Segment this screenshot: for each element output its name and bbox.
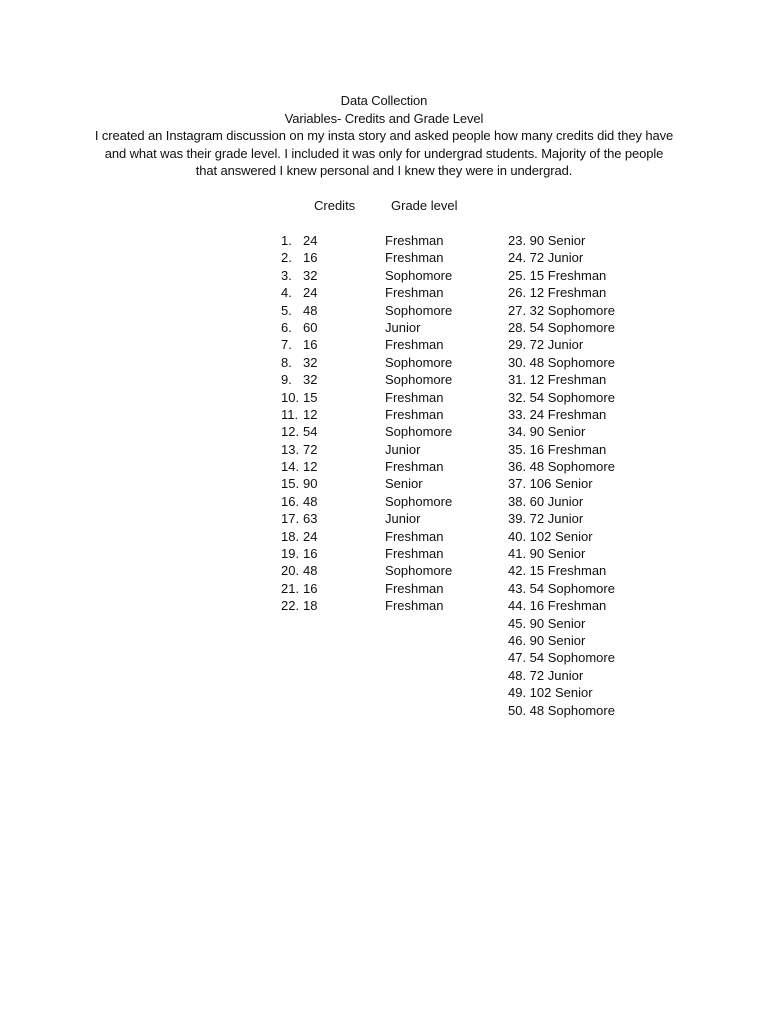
- row-grade-level: Freshman: [385, 406, 444, 422]
- row-entry: 40. 102 Senior: [508, 528, 593, 544]
- row-number: 10.: [281, 389, 300, 405]
- column-header-grade-level: Grade level: [391, 198, 458, 213]
- row-entry: 48. 72 Junior: [508, 667, 584, 683]
- response-row: [508, 354, 668, 371]
- response-row: [508, 232, 668, 249]
- response-row: [508, 475, 668, 492]
- row-entry: 29. 72 Junior: [508, 337, 584, 353]
- row-grade-level: Junior: [385, 319, 421, 335]
- row-credits: 48: [303, 493, 318, 509]
- row-number: 11.: [281, 406, 299, 422]
- row-credits: 32: [303, 372, 318, 388]
- row-grade-level: Freshman: [385, 337, 444, 353]
- row-grade-level: Sophomore: [385, 354, 453, 370]
- row-entry: 42. 15 Freshman: [508, 563, 607, 579]
- row-number: 13.: [281, 441, 300, 457]
- row-credits: 15: [303, 389, 318, 405]
- row-credits: 32: [303, 267, 318, 283]
- row-number: 9.: [281, 372, 292, 388]
- row-credits: 72: [303, 441, 318, 457]
- row-number: 6.: [281, 319, 292, 335]
- row-entry: 31. 12 Freshman: [508, 372, 607, 388]
- document-title: Data Collection: [340, 93, 428, 108]
- row-grade-level: Senior: [385, 476, 423, 492]
- response-row: [508, 684, 668, 701]
- row-entry: 49. 102 Senior: [508, 685, 593, 701]
- row-number: 18.: [281, 528, 300, 544]
- row-grade-level: Sophomore: [385, 302, 453, 318]
- row-number: 22.: [281, 598, 300, 614]
- row-credits: 16: [303, 580, 318, 596]
- response-row: [508, 302, 668, 319]
- row-number: 4.: [281, 285, 292, 301]
- response-row: [281, 267, 481, 284]
- row-entry: 27. 32 Sophomore: [508, 302, 615, 318]
- row-entry: 37. 106 Senior: [508, 476, 593, 492]
- response-row: [508, 545, 668, 562]
- row-grade-level: Freshman: [385, 598, 444, 614]
- row-grade-level: Freshman: [385, 528, 444, 544]
- response-row: [281, 336, 481, 353]
- row-grade-level: Freshman: [385, 546, 444, 562]
- row-entry: 36. 48 Sophomore: [508, 459, 615, 475]
- row-number: 15.: [281, 476, 300, 492]
- response-row: [508, 702, 668, 719]
- row-number: 16.: [281, 493, 300, 509]
- response-row: [508, 528, 668, 545]
- response-row: [281, 284, 481, 301]
- response-row: [508, 284, 668, 301]
- response-row: [281, 302, 481, 319]
- response-row: [508, 336, 668, 353]
- row-credits: 12: [303, 406, 318, 422]
- response-row: [508, 597, 668, 614]
- row-entry: 26. 12 Freshman: [508, 285, 607, 301]
- response-row: [508, 389, 668, 406]
- row-grade-level: Sophomore: [385, 493, 453, 509]
- row-credits: 24: [303, 528, 318, 544]
- responses-list-right: [508, 232, 668, 719]
- row-credits: 90: [303, 476, 318, 492]
- response-row: [508, 667, 668, 684]
- response-row: [281, 528, 481, 545]
- row-number: 17.: [281, 511, 300, 527]
- response-row: [281, 597, 481, 614]
- row-grade-level: Freshman: [385, 580, 444, 596]
- row-entry: 39. 72 Junior: [508, 511, 584, 527]
- response-row: [508, 406, 668, 423]
- row-number: 2.: [281, 250, 292, 266]
- row-grade-level: Junior: [385, 441, 421, 457]
- response-row: [281, 441, 481, 458]
- document-header: [84, 92, 684, 180]
- response-row: [281, 371, 481, 388]
- row-number: 5.: [281, 302, 292, 318]
- response-row: [281, 232, 481, 249]
- row-entry: 47. 54 Sophomore: [508, 650, 615, 666]
- response-row: [281, 423, 481, 440]
- row-number: 21.: [281, 580, 300, 596]
- response-row: [281, 389, 481, 406]
- response-row: [508, 615, 668, 632]
- response-row: [281, 354, 481, 371]
- response-row: [281, 249, 481, 266]
- row-credits: 16: [303, 250, 318, 266]
- row-entry: 44. 16 Freshman: [508, 598, 607, 614]
- row-credits: 24: [303, 233, 318, 248]
- description-line: that answered I knew personal and I knew they were in undergrad.: [195, 163, 573, 178]
- row-number: 3.: [281, 267, 292, 283]
- response-row: [281, 458, 481, 475]
- row-grade-level: Freshman: [385, 233, 444, 248]
- response-row: [508, 441, 668, 458]
- row-entry: 28. 54 Sophomore: [508, 319, 615, 335]
- row-grade-level: Sophomore: [385, 563, 453, 579]
- response-row: [281, 562, 481, 579]
- row-entry: 46. 90 Senior: [508, 632, 586, 648]
- row-credits: 24: [303, 285, 318, 301]
- row-entry: 34. 90 Senior: [508, 424, 586, 440]
- response-row: [281, 545, 481, 562]
- row-number: 1.: [281, 233, 292, 248]
- row-entry: 24. 72 Junior: [508, 250, 584, 266]
- row-credits: 32: [303, 354, 318, 370]
- row-credits: 63: [303, 511, 318, 527]
- row-entry: 41. 90 Senior: [508, 546, 586, 562]
- row-entry: 38. 60 Junior: [508, 493, 584, 509]
- responses-list-left: [281, 232, 481, 615]
- response-row: [508, 649, 668, 666]
- document-subtitle: Variables- Credits and Grade Level: [284, 110, 484, 126]
- row-credits: 18: [303, 598, 318, 614]
- row-grade-level: Freshman: [385, 459, 444, 475]
- row-entry: 25. 15 Freshman: [508, 267, 607, 283]
- row-number: 14.: [281, 459, 300, 475]
- response-row: [508, 249, 668, 266]
- row-credits: 48: [303, 302, 318, 318]
- response-row: [281, 319, 481, 336]
- description-line: and what was their grade level. I included it was only for undergrad students. Majority of the people: [104, 145, 664, 161]
- row-entry: 23. 90 Senior: [508, 233, 586, 248]
- row-grade-level: Sophomore: [385, 424, 453, 440]
- row-entry: 43. 54 Sophomore: [508, 580, 615, 596]
- row-number: 19.: [281, 546, 300, 562]
- response-row: [508, 510, 668, 527]
- response-row: [508, 580, 668, 597]
- row-grade-level: Freshman: [385, 285, 444, 301]
- row-entry: 33. 24 Freshman: [508, 406, 607, 422]
- row-credits: 12: [303, 459, 318, 475]
- row-number: 12.: [281, 424, 300, 440]
- response-row: [281, 580, 481, 597]
- row-grade-level: Freshman: [385, 389, 444, 405]
- response-row: [508, 267, 668, 284]
- row-credits: 54: [303, 424, 318, 440]
- row-number: 7.: [281, 337, 292, 353]
- response-row: [281, 406, 481, 423]
- row-grade-level: Junior: [385, 511, 421, 527]
- response-row: [508, 493, 668, 510]
- row-number: 20.: [281, 563, 300, 579]
- row-grade-level: Sophomore: [385, 372, 453, 388]
- row-entry: 35. 16 Freshman: [508, 441, 607, 457]
- response-row: [281, 475, 481, 492]
- response-row: [508, 371, 668, 388]
- row-entry: 30. 48 Sophomore: [508, 354, 615, 370]
- response-row: [508, 458, 668, 475]
- column-header-credits: Credits: [314, 198, 356, 213]
- row-entry: 32. 54 Sophomore: [508, 389, 615, 405]
- response-row: [508, 562, 668, 579]
- response-row: [508, 423, 668, 440]
- response-row: [281, 510, 481, 527]
- row-grade-level: Sophomore: [385, 267, 453, 283]
- row-credits: 48: [303, 563, 318, 579]
- response-row: [508, 632, 668, 649]
- response-row: [281, 493, 481, 510]
- row-credits: 16: [303, 337, 318, 353]
- row-number: 8.: [281, 354, 292, 370]
- row-entry: 50. 48 Sophomore: [508, 702, 615, 718]
- description-line: I created an Instagram discussion on my insta story and asked people how many credits did they have: [94, 128, 674, 143]
- row-grade-level: Freshman: [385, 250, 444, 266]
- row-entry: 45. 90 Senior: [508, 615, 586, 631]
- response-row: [508, 319, 668, 336]
- row-credits: 16: [303, 546, 318, 562]
- row-credits: 60: [303, 319, 318, 335]
